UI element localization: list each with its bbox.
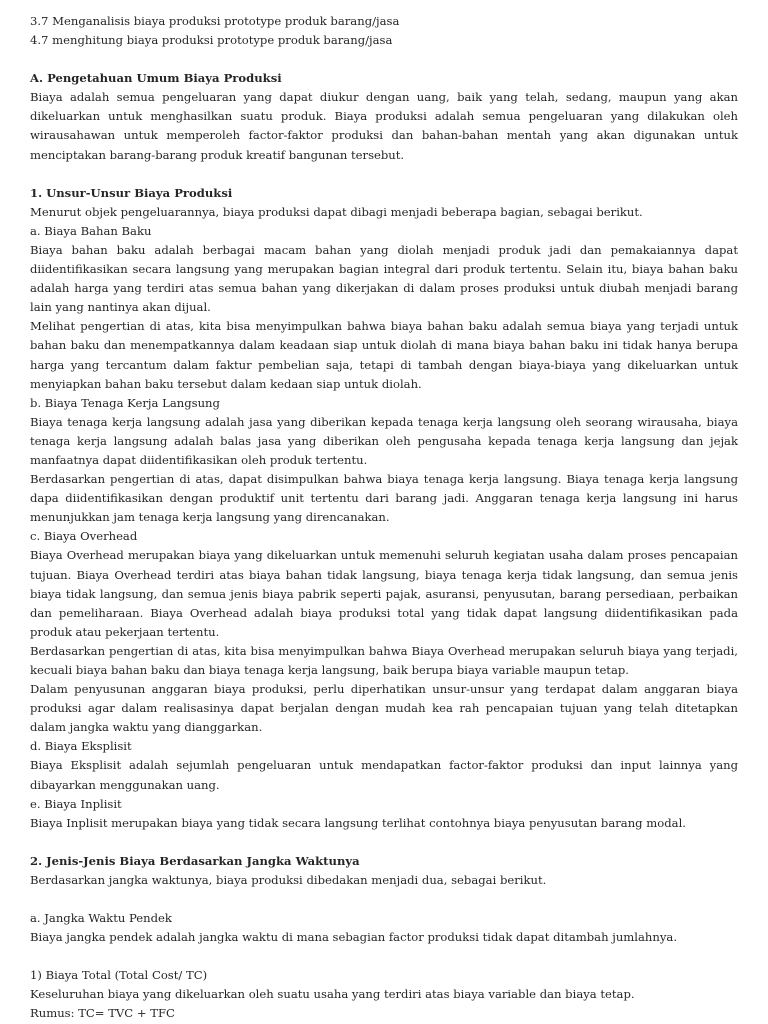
subsection-title: c. Biaya Overhead: [30, 529, 138, 544]
section-1-heading: 1. Unsur-Unsur Biaya Produksi: [30, 185, 233, 200]
paragraph: Berdasarkan pengertian di atas, kita bisa menyimpulkan bahwa Biaya Overhead merupakan seluruh biaya yang terjadi, kecuali biaya bahan baku dan biaya tenaga kerja langsung, baik berupa biaya variable maupun tetap.: [30, 643, 738, 677]
paragraph: Biaya jangka pendek adalah jangka waktu di mana sebagian factor produksi tidak dapat ditambah jumlahnya.: [30, 930, 678, 945]
paragraph: Biaya Eksplisit adalah sejumlah pengeluaran untuk mendapatkan factor-faktor produksi dan input lainnya yang dibayarkan menggunakan uang.: [30, 758, 738, 792]
objective-line: 4.7 menghitung biaya produksi prototype produk barang/jasa: [30, 33, 393, 48]
paragraph: Biaya Overhead merupakan biaya yang dikeluarkan untuk memenuhi seluruh kegiatan usaha dalam proses pencapaian tujuan. Biaya Overhead terdiri atas biaya bahan tidak langsung, biaya tenaga kerja tidak langsung, dan semua jenis biaya tidak langsung, dan semua jenis biaya pabrik seperti pajak, asuransi, penyusutan, barang persediaan, perbaikan dan pemeliharaan. Biaya Overhead adalah biaya produksi total yang tidak dapat langsung diidentifikasikan pada produk atau pekerjaan tertentu.: [30, 548, 738, 639]
subsection-title: b. Biaya Tenaga Kerja Langsung: [30, 395, 220, 410]
subsection-title: a. Jangka Waktu Pendek: [30, 911, 172, 926]
section-a-paragraph: Biaya adalah semua pengeluaran yang dapat diukur dengan uang, baik yang telah, sedang, maupun yang akan dikeluarkan untuk menghasilkan suatu produk. Biaya produksi adalah semua pengeluaran yang dilakukan oleh wirausahawan untuk memperoleh factor-faktor produksi dan bahan-bahan mentah yang akan digunakan untuk menciptakan barang-barang produk kreatif bangunan tersebut.: [30, 90, 738, 162]
paragraph: Biaya tenaga kerja langsung adalah jasa yang diberikan kepada tenaga kerja langsung oleh seorang wirausaha, biaya tenaga kerja langsung adalah balas jasa yang diberikan oleh pengusaha kepada tenaga kerja langsung dan jejak manfaatnya dapat diidentifikasikan oleh produk tertentu.: [30, 414, 738, 467]
formula-line: Rumus: TC= TVC + TFC: [30, 1006, 175, 1021]
paragraph: Keseluruhan biaya yang dikeluarkan oleh suatu usaha yang terdiri atas biaya variable dan biaya tetap.: [30, 987, 635, 1002]
objective-line: 3.7 Menganalisis biaya produksi prototype produk barang/jasa: [30, 14, 400, 28]
paragraph: Melihat pengertian di atas, kita bisa menyimpulkan bahwa biaya bahan baku adalah semua biaya yang terjadi untuk bahan baku dan menempatkannya dalam keadaan siap untuk diolah di mana biaya bahan baku ini tidak hanya berupa harga yang tercantum dalam faktur pembelian saja, tetapi di tambah dengan biaya-biaya yang dikeluarkan untuk menyiapkan bahan baku tersebut dalam kedaan siap untuk diolah.: [30, 319, 738, 391]
paragraph: Berdasarkan pengertian di atas, dapat disimpulkan bahwa biaya tenaga kerja langsung. Biaya tenaga kerja langsung dapa diidentifikasikan dengan produktif unit tertentu dari barang jadi. Anggaran tenaga kerja langsung ini harus menunjukkan jam tenaga kerja langsung yang direncanakan.: [30, 472, 738, 525]
subsection-title: a. Biaya Bahan Baku: [30, 223, 152, 238]
paragraph: Dalam penyusunan anggaran biaya produksi, perlu diperhatikan unsur-unsur yang terdapat dalam anggaran biaya produksi agar dalam realisasinya dapat berjalan dengan mudah kea rah pencapaian tujuan yang telah ditetapkan dalam jangka waktu yang dianggarkan.: [30, 682, 738, 735]
subsection-title: 1) Biaya Total (Total Cost/ TC): [30, 968, 208, 983]
paragraph: Biaya bahan baku adalah berbagai macam bahan yang diolah menjadi produk jadi dan pemakaiannya dapat diidentifikasikan secara langsung yang merupakan bagian integral dari produk tertentu. Selain itu, biaya bahan baku adalah harga yang terdiri atas semua bahan yang dikerjakan di dalam proses produksi untuk diubah menjadi barang lain yang nantinya akan dijual.: [30, 242, 738, 315]
section-1-intro: Menurut objek pengeluarannya, biaya produksi dapat dibagi menjadi beberapa bagian, sebagai berikut.: [30, 204, 643, 219]
section-2-intro: Berdasarkan jangka waktunya, biaya produksi dibedakan menjadi dua, sebagai berikut.: [30, 872, 547, 887]
section-a-heading: A. Pengetahuan Umum Biaya Produksi: [30, 71, 282, 86]
section-2-heading: 2. Jenis-Jenis Biaya Berdasarkan Jangka Waktunya: [30, 853, 360, 868]
subsection-title: d. Biaya Eksplisit: [30, 739, 132, 754]
subsection-title: e. Biaya Inplisit: [30, 796, 122, 811]
paragraph: Biaya Inplisit merupakan biaya yang tidak secara langsung terlihat contohnya biaya penyusutan barang modal.: [30, 815, 686, 830]
